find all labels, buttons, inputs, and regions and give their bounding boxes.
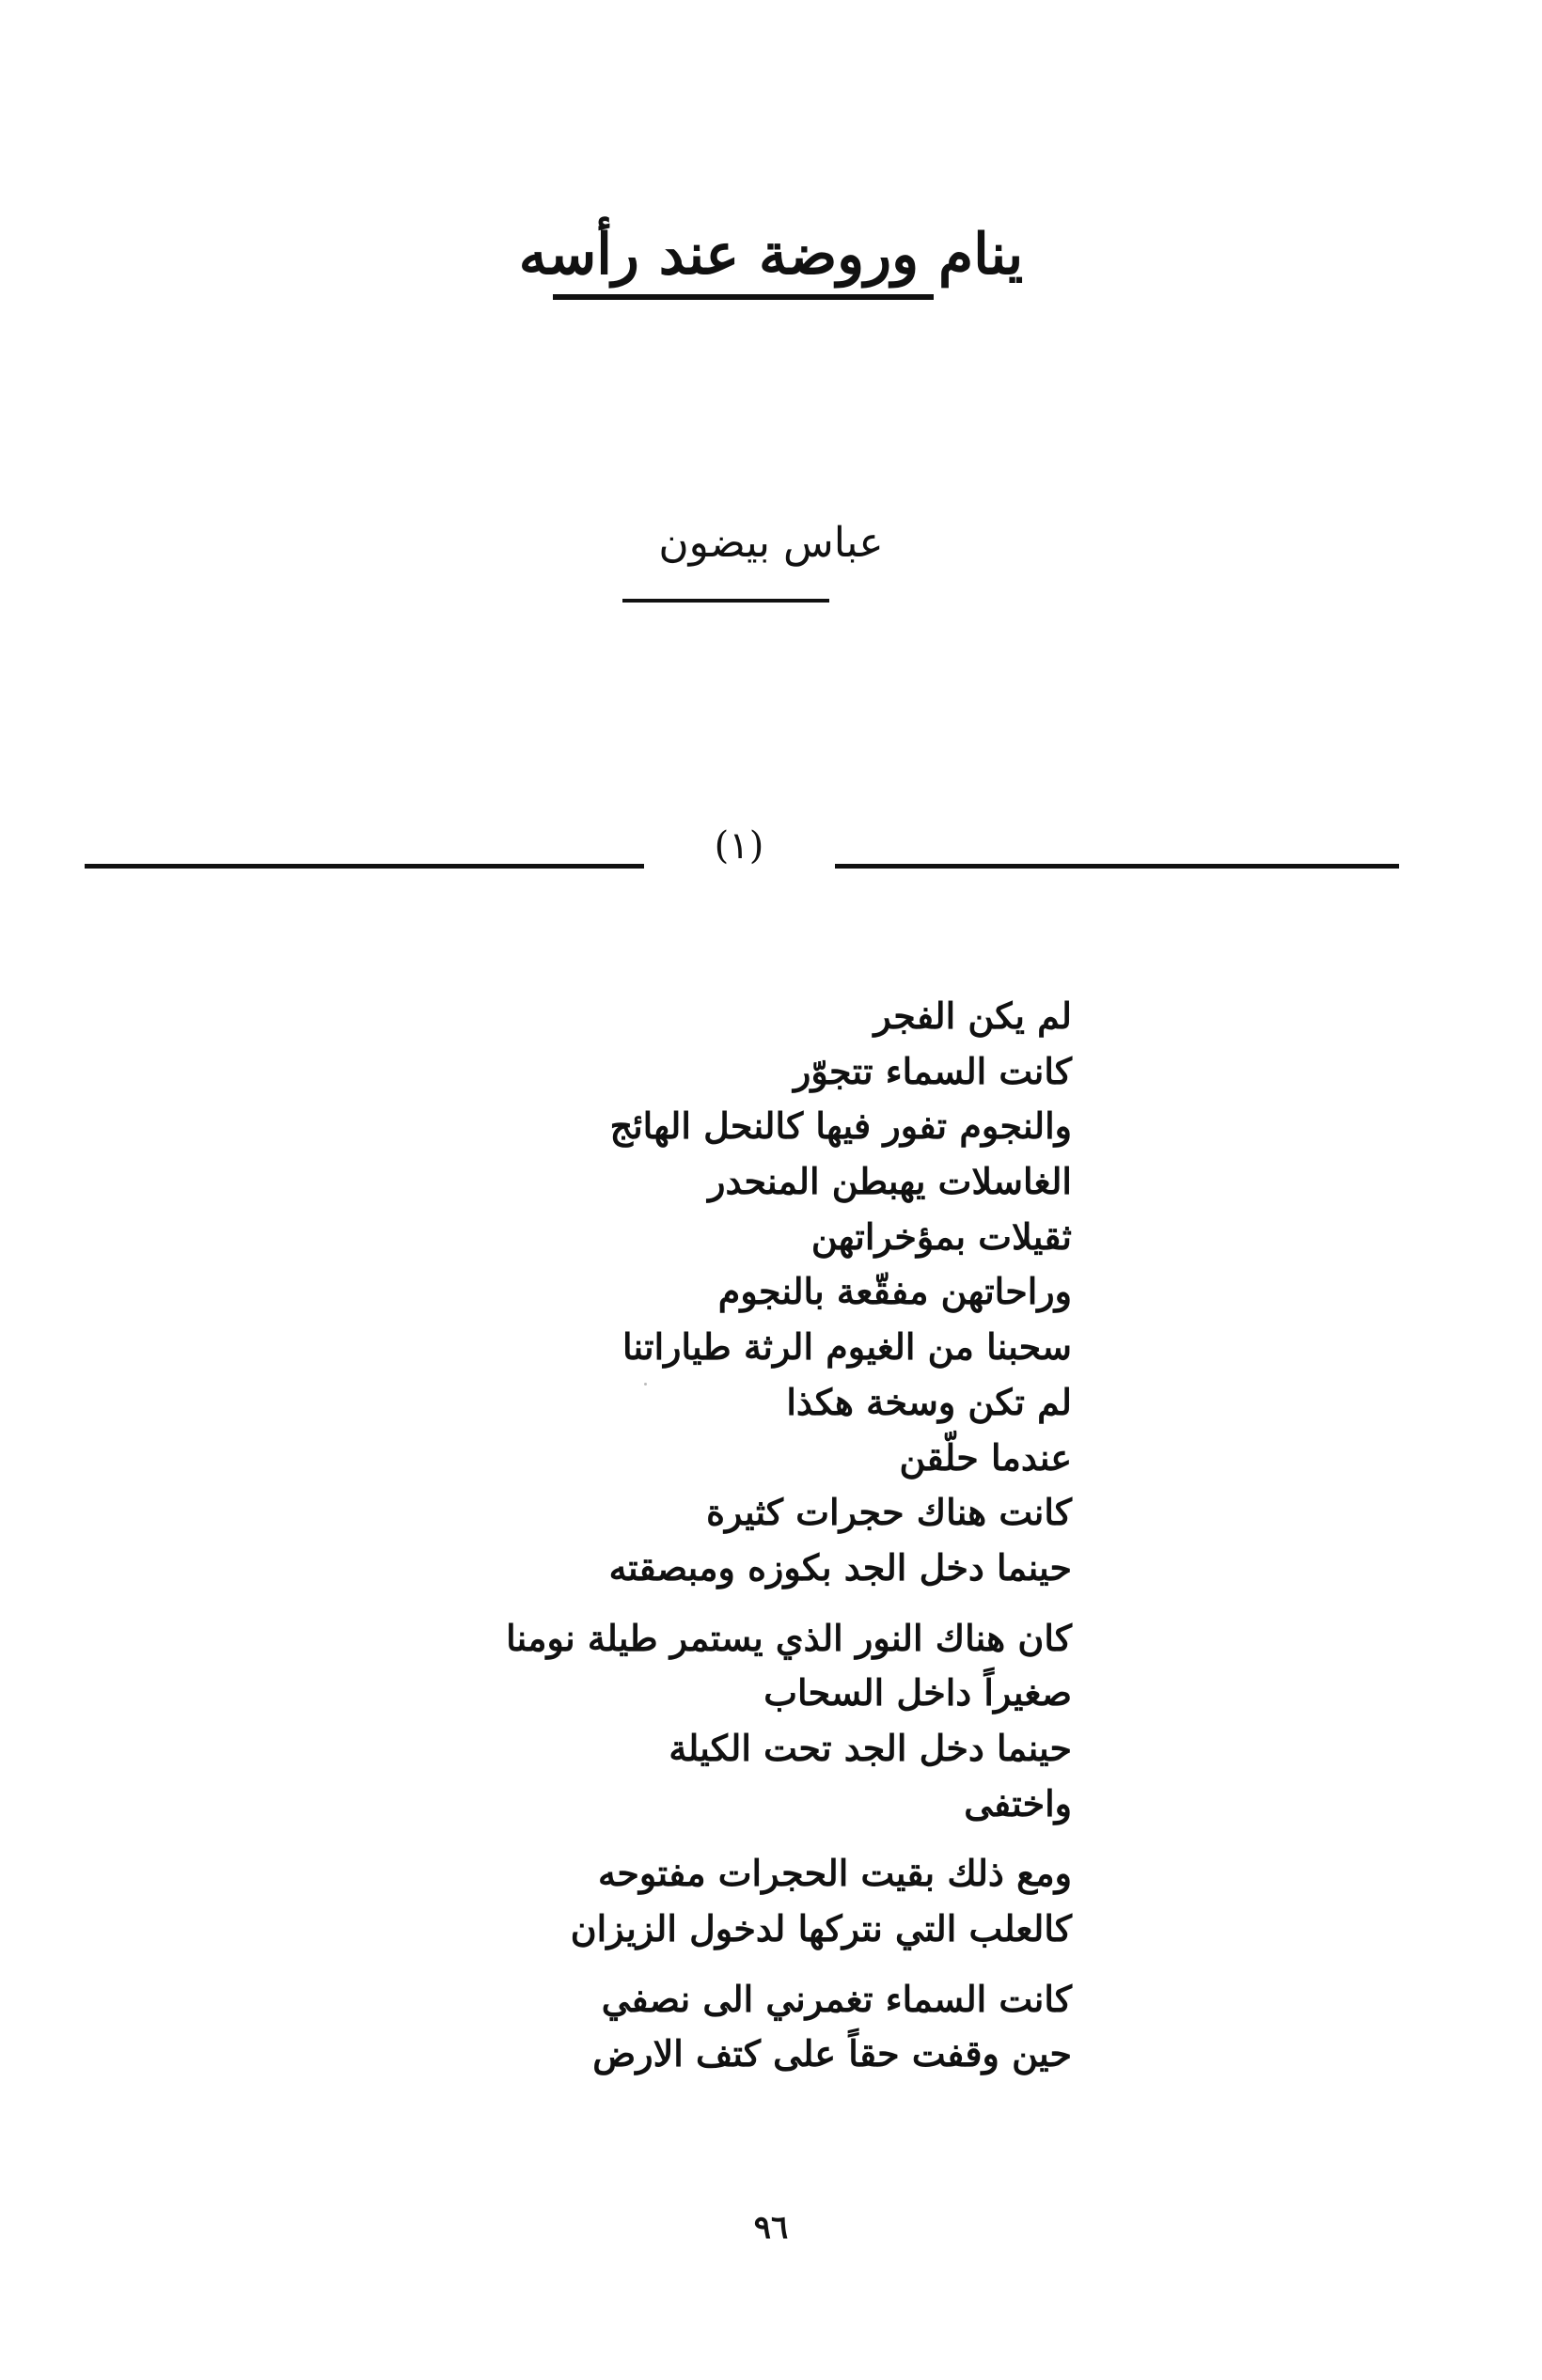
stanza-2	[132, 1611, 1072, 1832]
section-divider-left	[85, 864, 644, 869]
stanza-3	[132, 1846, 1072, 1956]
title-underline	[553, 294, 934, 300]
poem-line: وراحاتهن مفقّعة بالنجوم	[717, 1270, 1072, 1313]
author-name: عباس بيضون	[658, 519, 884, 567]
poem-line: ثقيلات بمؤخراتهن	[810, 1214, 1072, 1258]
stanza-1	[132, 989, 1072, 1596]
poem-line: ومع ذلك بقيت الحجرات مفتوحه	[598, 1852, 1072, 1895]
poem-line: كانت السماء تتجوّر	[793, 1049, 1072, 1092]
poem-line: سحبنا من الغيوم الرثة طياراتنا	[622, 1325, 1072, 1369]
poem-line: حينما دخل الجد بكوزه ومبصقته	[608, 1545, 1072, 1589]
poem-line: عندما حلّقن	[899, 1435, 1072, 1479]
section-number: (١)	[714, 824, 764, 868]
poem-line: واختفى	[964, 1781, 1072, 1824]
poem-line: كانت السماء تغمرني الى نصفي	[601, 1977, 1072, 2020]
scan-speck	[644, 1383, 647, 1386]
poem-line: لم يكن الفجر	[873, 994, 1072, 1037]
page-number: ٩٦	[753, 2209, 789, 2247]
poem-line: حينما دخل الجد تحت الكيلة	[669, 1726, 1072, 1769]
poem-line: كانت هناك حجرات كثيرة	[706, 1491, 1072, 1534]
poem-line: صغيراً داخل السحاب	[763, 1671, 1072, 1715]
poem-body	[132, 989, 1072, 2097]
poem-line: والنجوم تفور فيها كالنحل الهائج	[609, 1104, 1072, 1148]
poem-title: ينام وروضة عند رأسه	[518, 222, 1024, 288]
poem-line: الغاسلات يهبطن المنحدر	[708, 1160, 1072, 1203]
author-underline	[622, 599, 829, 603]
poem-line: لم تكن وسخة هكذا	[786, 1380, 1072, 1423]
stanza-4	[132, 1972, 1072, 2082]
poem-line: كالعلب التي نتركها لدخول الزيزان	[570, 1907, 1072, 1949]
section-divider-right	[835, 864, 1399, 869]
poem-line: حين وقفت حقاً على كتف الارض	[592, 2032, 1072, 2075]
poem-line: كان هناك النور الذي يستمر طيلة نومنا	[506, 1616, 1072, 1659]
